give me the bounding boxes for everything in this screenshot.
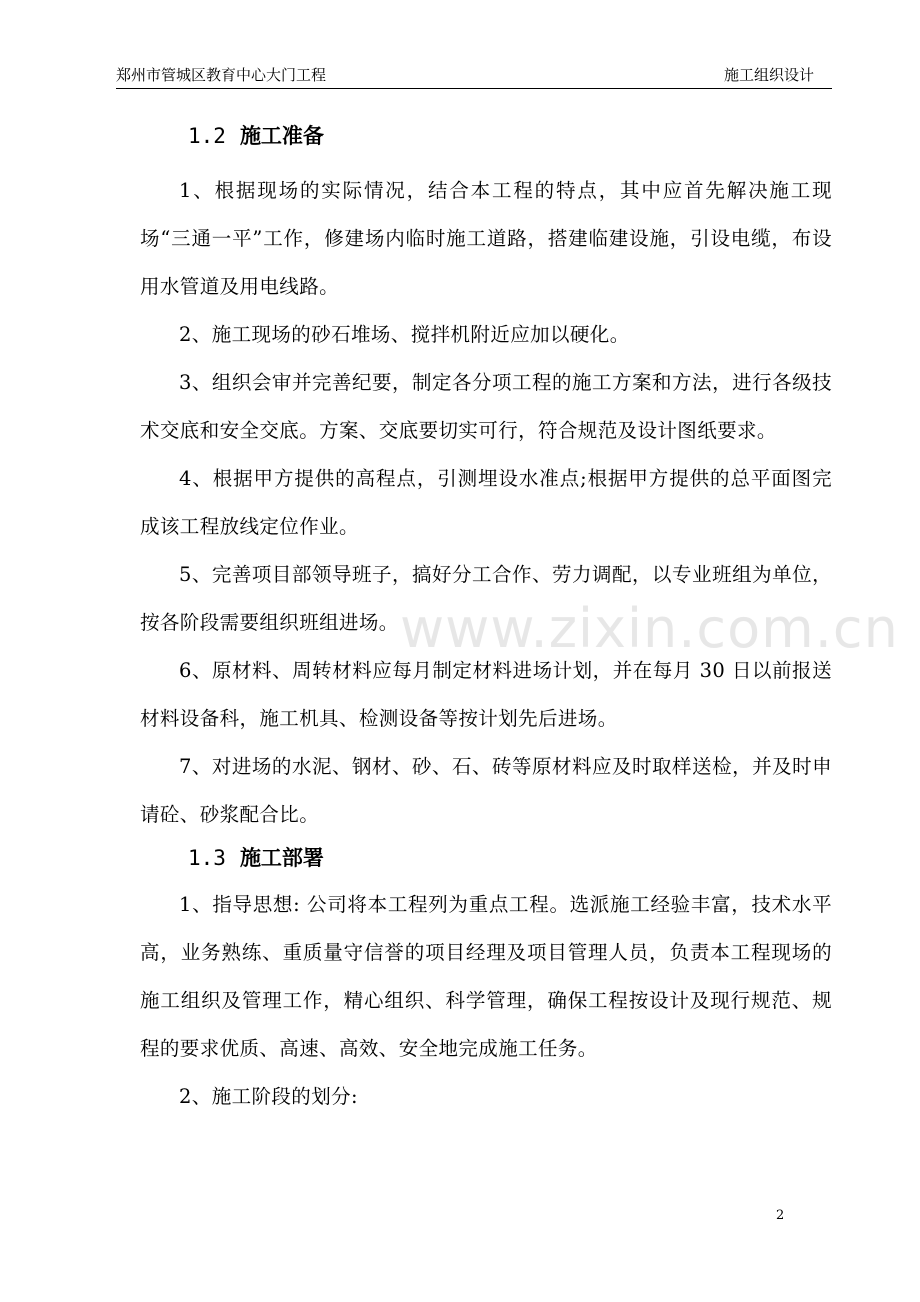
paragraph: 1、根据现场的实际情况，结合本工程的特点，其中应首先解决施工现场“三通一平”工作，修建场内临时施工道路，搭建临建设施，引设电缆，布设用水管道及用电线路。 bbox=[140, 179, 832, 298]
section-title: 施工准备 bbox=[239, 124, 324, 148]
paragraph: 6、原材料、周转材料应每月制定材料进场计划，并在每月 30 日以前报送材料设备科，施工机具、检测设备等按计划先后进场。 bbox=[140, 659, 832, 730]
header-document-title: 施工组织设计 bbox=[723, 66, 814, 84]
header-project-title: 郑州市管城区教育中心大门工程 bbox=[116, 66, 327, 84]
paragraph: 2、施工现场的砂石堆场、搅拌机附近应加以硬化。 bbox=[179, 323, 630, 346]
paragraph: 3、组织会审并完善纪要，制定各分项工程的施工方案和方法，进行各级技术交底和安全交底。方案、交底要切实可行，符合规范及设计图纸要求。 bbox=[140, 371, 832, 442]
paragraph: 7、对进场的水泥、钢材、砂、石、砖等原材料应及时取样送检，并及时申请砼、砂浆配合比。 bbox=[140, 755, 832, 826]
section-heading bbox=[140, 839, 832, 881]
paragraph: 4、根据甲方提供的高程点，引测埋设水准点;根据甲方提供的总平面图完成该工程放线定位作业。 bbox=[140, 467, 832, 538]
page-header bbox=[116, 64, 832, 89]
paragraph: 1、指导思想: 公司将本工程列为重点工程。选派施工经验丰富，技术水平高，业务熟练、重质量守信誉的项目经理及项目管理人员，负责本工程现场的施工组织及管理工作，精心组织、科学管理，确保工程按设计及现行规范、规程的要求优质、高速、高效、安全地完成施工任务。 bbox=[140, 893, 832, 1060]
section-number: 1.3 bbox=[188, 846, 226, 870]
section-number: 1.2 bbox=[188, 124, 226, 148]
paragraph: 5、完善项目部领导班子，搞好分工合作、劳力调配，以专业班组为单位，按各阶段需要组织班组进场。 bbox=[140, 563, 832, 634]
section-heading bbox=[140, 113, 832, 167]
page-number: 2 bbox=[776, 1208, 785, 1223]
paragraph: 2、施工阶段的划分: bbox=[179, 1085, 358, 1108]
watermark: www.zixin.com.cn bbox=[400, 597, 899, 660]
document-body bbox=[140, 113, 832, 1121]
section-title: 施工部署 bbox=[239, 846, 324, 870]
